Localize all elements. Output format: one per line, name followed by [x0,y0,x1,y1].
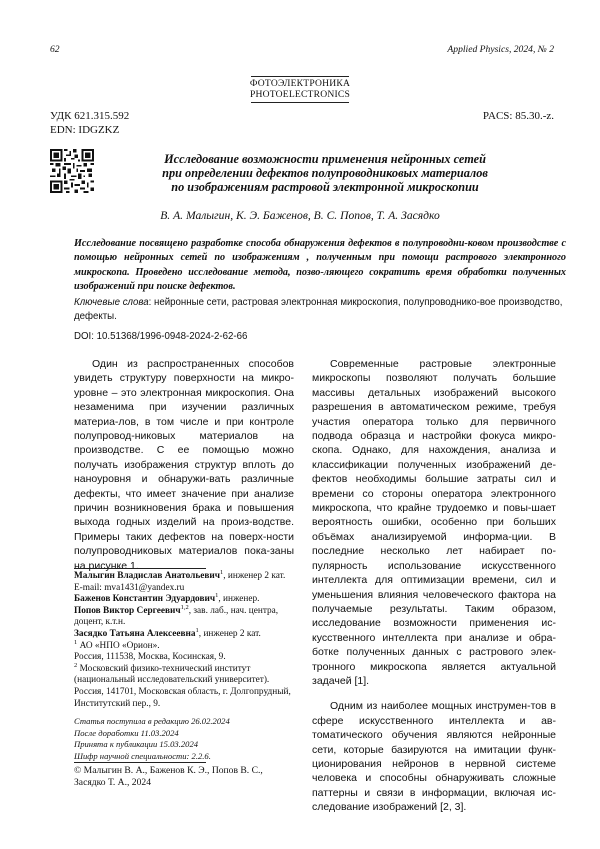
footnote-rule [74,568,206,569]
section-rule-bottom [251,102,349,103]
date-revised: После доработки 11.03.2024 [74,727,179,738]
organization-name: АО «НПО «Орион». [77,640,160,651]
copyright-rule [74,762,206,763]
section-title-ru: ФОТОЭЛЕКТРОНИКА [249,78,351,89]
author-name: Попов Виктор Сергеевич [74,605,181,616]
author-name: Засядко Татьяна Алексеевна [74,628,196,639]
doi[interactable]: DOI: 10.51368/1996-0948-2024-2-62-66 [74,331,248,342]
keywords-text: : нейронные сети, растровая электронная микроскопия, полупроводнико-вое производство, дефекты. [74,297,563,323]
copyright: © Малыгин В. А., Баженов К. Э., Попов В. С., Засядко Т. А., 2024 [74,765,263,788]
qr-code[interactable] [50,149,94,193]
abstract: Исследование посвящено разработке способа обнаружения дефектов в полупроводни-ковом производстве с помощью нейронных сетей по изображениям , полученным при помощи растрового электронного микроскопа. Проведено исследование метода, позво-ляющего сократить время обработки полученных изображений при поиске дефектов. [74,238,566,293]
organization-name: Московский физико-технический институт (национальный исследовательский университет). [74,663,270,686]
article-title-line: по изображениям растровой электронной микроскопии [171,180,479,194]
date-received: Статья поступила в редакцию 26.02.2024 [74,716,230,726]
body-paragraph: Одним из наиболее мощных инструмен-тов в сфере искусственного интеллекта и ав-томатического обучения являются нейронные сети, которые базируются на имитации функ-ционирования нейронов в нервной системе человека и способны обнаруживать сложные паттерны и связи в информации, включая ис-следование изображений [2, 3]. [312,700,556,814]
article-title [105,152,545,194]
author-role: , зав. лаб., нач. центра, [188,605,279,616]
publication-dates [74,716,296,762]
organization-address: Россия, 111538, Москва, Косинская, 9. [74,652,226,663]
body-paragraph: Современные растровые электронные микроскопы позволяют получать большие массивы детальных изображений высокого разрешения в автоматическом режиме, требуя участия оператора только для первичного подвода образца и настройки фокуса микро-скопа. Однако, для нахождения, анализа и классификации полученных изображений де-фектов необходимы большие затраты сил и времени со стороны оператора электронного микроскопа, что крайне трудоемко и повы-шает вероятность ошибки, особенно при больших объёмах анализируемой информа-ции. В последние несколько лет набирает по-пулярность использование искусственного интеллекта для оптимизации времени, сил и уменьшения влияния человеческого фактора на получаемые результаты. Таким образом, исследование возможности применения ис-кусственного интеллекта при анализе и обра-ботке полученных данных с растрового элек-тронного микроскопа является актуальной задачей [1]. [312,358,556,687]
author-role: , инженер 2 кат. [223,571,286,581]
affil-marker: 2 [74,661,78,669]
author-name: Баженов Константин Эдуардович [74,594,216,605]
page-number: 62 [50,44,60,55]
author-role: доцент, к.т.н. [74,617,126,628]
affil-marker: 1 [215,592,219,600]
keywords [74,296,566,325]
affil-marker: 1 [220,568,224,576]
journal-running-head: Applied Physics, 2024, № 2 [447,44,554,55]
body-paragraph: Один из распространенных способов увидеть структуру поверхности на микро-уровне – это электронная микроскопия. Она незаменима при изучении различных материа-лов, в том числе и при контроле полупровод-никовых материалов на производстве. С ее помощью можно получать изображения структур вплоть до наноуровня и обнаружи-вать различные дефекты, что имеет значение при анализе причин возникновения брака и повышения выхода годных изделий на произ-водстве. Примеры таких дефектов на поверх-ности полупроводниковых материалов пока-заны на рисунке 1. [74,358,294,572]
keywords-label: Ключевые слова [74,297,149,308]
article-title-line: при определении дефектов полупроводниковых материалов [162,166,488,180]
affil-marker: 1,2 [180,603,189,611]
body-column-left [74,357,294,573]
section-rule-top [251,76,349,77]
organization-address: Россия, 141701, Московская область, г. Долгопрудный, Институтский пер., 9. [74,686,291,709]
author-affiliations [74,568,296,710]
affil-marker: 1 [195,626,199,634]
specialty-code: Шифр научной специальности: 2.2.6. [74,750,211,761]
author-email[interactable]: E-mail: mva1431@yandex.ru [74,582,185,593]
section-title-en: PHOTOELECTRONICS [249,89,351,100]
affil-marker: 1 [74,638,78,646]
edn-code: EDN: IDGZKZ [50,124,120,136]
article-title-line: Исследование возможности применения нейронных сетей [164,152,486,166]
date-accepted: Принята к публикации 15.03.2024 [74,739,199,749]
author-list: В. А. Малыгин, К. Э. Баженов, В. С. Попов, Т. А. Засядко [160,209,440,222]
body-column-right [312,357,556,815]
pacs-code: PACS: 85.30.-z. [482,110,554,122]
author-role: , инженер 2 кат. [198,628,261,639]
author-role: , инженер. [218,594,260,605]
udk-code: УДК 621.315.592 [50,110,130,122]
author-name: Малыгин Владислав Анатольевич [74,571,221,581]
